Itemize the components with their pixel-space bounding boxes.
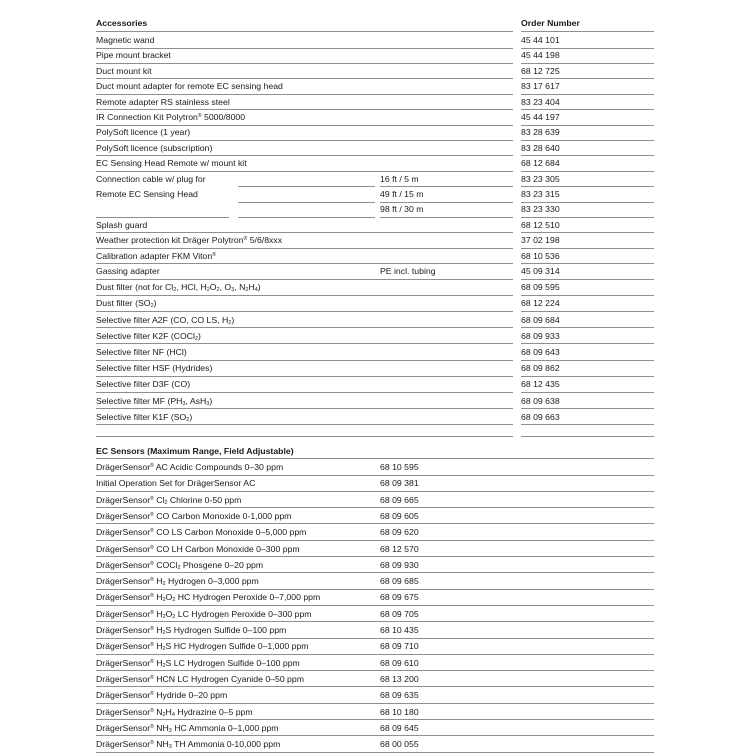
sensor-order-number: 68 09 635: [380, 690, 419, 701]
row-divider: [96, 670, 654, 671]
row-divider: [521, 94, 654, 95]
accessory-name: PolySoft licence (1 year): [96, 127, 191, 138]
accessory-order-number: 68 09 933: [521, 330, 560, 341]
row-divider: [96, 360, 513, 361]
row-divider: [380, 217, 513, 218]
accessory-order-number: 68 09 684: [521, 314, 560, 325]
sensor-name: DrägerSensor® $H_2O_2$ LC Hydrogen Peroxide 0–300 ppm: [96, 608, 312, 620]
accessory-name: Selective filter NF (HCl): [96, 347, 187, 357]
accessory-detail: 98 ft / 30 m: [380, 204, 424, 215]
row-divider: [96, 408, 513, 409]
sensor-order-number: 68 12 570: [380, 543, 419, 554]
sensor-name: DrägerSensor® Hydride 0–20 ppm: [96, 690, 228, 701]
accessory-name: Remote EC Sensing Head: [96, 189, 198, 199]
row-divider: [521, 202, 654, 203]
accessory-order-number: 68 12 510: [521, 219, 560, 230]
row-divider: [380, 202, 513, 203]
accessory-order-number: 45 44 197: [521, 112, 560, 122]
row-divider: [521, 63, 654, 64]
sensor-name: DrägerSensor® $H_2O_2$ HC Hydrogen Peroxide 0–7,000 ppm: [96, 592, 321, 604]
sensor-name: Initial Operation Set for DrägerSensor AC: [96, 478, 256, 489]
row-divider: [96, 279, 513, 280]
accessory-name: Duct mount kit: [96, 65, 152, 76]
row-divider: [521, 295, 654, 296]
row-divider: [96, 572, 654, 573]
row-divider: [238, 186, 375, 187]
accessory-order-number: 68 12 435: [521, 379, 560, 390]
row-divider: [521, 263, 654, 264]
accessory-order-number: 83 23 305: [521, 173, 560, 184]
row-divider: [96, 295, 513, 296]
accessory-name: Selective filter D3F (CO): [96, 379, 191, 390]
accessory-order-number: 68 09 862: [521, 363, 560, 374]
accessory-name: Splash guard: [96, 219, 148, 230]
row-divider: [96, 719, 654, 720]
sensor-order-number: 68 09 705: [380, 608, 419, 619]
accessory-order-number: 83 17 617: [521, 81, 560, 92]
row-divider: [521, 392, 654, 393]
sensor-name: DrägerSensor® $NH_3$ HC Ammonia 0–1,000 ppm: [96, 722, 279, 734]
sensor-order-number: 68 09 381: [380, 478, 419, 489]
sensor-name: DrägerSensor® $N_2H_4$ Hydrazine 0–5 ppm: [96, 706, 253, 718]
row-divider: [96, 155, 513, 156]
row-divider: [521, 424, 654, 425]
accessory-name: Duct mount adapter for remote EC sensing head: [96, 81, 283, 92]
sensor-order-number: 68 10 180: [380, 706, 419, 717]
accessory-name: Selective filter K1F $(SO_2)$: [96, 411, 193, 423]
row-divider: [521, 186, 654, 187]
row-divider: [521, 327, 654, 328]
sensor-order-number: 68 09 685: [380, 576, 419, 587]
row-divider: [521, 360, 654, 361]
row-divider: [96, 523, 654, 524]
accessory-order-number: 83 23 315: [521, 189, 560, 199]
accessory-order-number: 45 09 314: [521, 266, 560, 276]
sensor-name: DrägerSensor® COCl$_2$ Phosgene 0–20 ppm: [96, 559, 264, 571]
accessory-name: Connection cable w/ plug for: [96, 173, 206, 184]
row-divider: [96, 752, 654, 753]
accessory-name: PolySoft licence (subscription): [96, 142, 213, 153]
row-divider: [521, 109, 654, 110]
sensor-name: DrägerSensor® $H_2S$ LC Hydrogen Sulfide 0–100 ppm: [96, 657, 300, 669]
accessory-order-number: 68 12 224: [521, 298, 560, 309]
accessory-order-number: 83 28 639: [521, 127, 560, 138]
row-divider: [96, 638, 654, 639]
row-divider: [238, 217, 375, 218]
header-divider: [96, 458, 654, 459]
accessory-order-number: 68 09 595: [521, 282, 560, 293]
row-divider: [521, 48, 654, 49]
row-divider: [521, 140, 654, 141]
accessory-name: IR Connection Kit Polytron® 5000/8000: [96, 112, 246, 122]
row-divider: [96, 109, 513, 110]
row-divider: [96, 654, 654, 655]
row-divider: [96, 540, 654, 541]
accessory-name: Calibration adapter FKM Viton®: [96, 250, 216, 261]
row-divider: [96, 491, 654, 492]
accessory-detail: 49 ft / 15 m: [380, 189, 424, 199]
accessory-order-number: 68 12 684: [521, 158, 560, 169]
row-divider: [96, 48, 513, 49]
row-divider: [96, 263, 513, 264]
row-divider: [521, 408, 654, 409]
sensor-order-number: 68 09 620: [380, 527, 419, 538]
row-divider: [521, 248, 654, 249]
sensor-order-number: 68 09 675: [380, 592, 419, 603]
row-divider: [96, 94, 513, 95]
row-divider: [96, 392, 513, 393]
accessory-name: Gassing adapter: [96, 266, 160, 276]
accessory-order-number: 45 44 198: [521, 50, 560, 61]
sensor-name: DrägerSensor® HCN LC Hydrogen Cyanide 0–50 ppm: [96, 673, 304, 684]
sensor-order-number: 68 09 710: [380, 641, 419, 652]
accessory-name: Selective filter HSF (Hydrides): [96, 363, 213, 374]
accessory-order-number: 68 12 725: [521, 65, 560, 76]
sensor-name: DrägerSensor® CO LH Carbon Monoxide 0–300 ppm: [96, 543, 300, 554]
row-divider: [96, 605, 654, 606]
header-divider: [96, 31, 513, 32]
sensor-order-number: 68 09 645: [380, 722, 419, 733]
sensor-order-number: 68 09 610: [380, 657, 419, 668]
row-divider: [521, 232, 654, 233]
row-divider: [96, 217, 229, 218]
row-divider: [380, 186, 513, 187]
accessory-order-number: 83 23 330: [521, 204, 560, 215]
sensor-order-number: 68 10 595: [380, 462, 419, 472]
row-divider: [96, 311, 513, 312]
accessory-order-number: 68 09 638: [521, 395, 560, 406]
row-divider: [96, 621, 654, 622]
row-divider: [96, 376, 513, 377]
accessory-name: Pipe mount bracket: [96, 50, 171, 61]
sensor-order-number: 68 10 435: [380, 625, 419, 635]
row-divider: [96, 556, 654, 557]
sensor-order-number: 68 09 605: [380, 510, 419, 521]
accessory-order-number: 45 44 101: [521, 35, 560, 45]
accessory-name: EC Sensing Head Remote w/ mount kit: [96, 158, 247, 169]
row-divider: [96, 424, 513, 425]
row-divider: [521, 376, 654, 377]
accessory-detail: 16 ft / 5 m: [380, 173, 419, 184]
accessory-order-number: 68 09 663: [521, 411, 560, 422]
sensor-name: DrägerSensor® $H_2S$ HC Hydrogen Sulfide 0–1,000 ppm: [96, 641, 309, 653]
row-divider: [96, 248, 513, 249]
row-divider: [521, 311, 654, 312]
row-divider: [96, 140, 513, 141]
row-divider: [521, 171, 654, 172]
row-divider: [96, 686, 654, 687]
row-divider: [96, 63, 513, 64]
row-divider: [521, 279, 654, 280]
sensor-name: DrägerSensor® CO Carbon Monoxide 0-1,000 ppm: [96, 510, 292, 521]
accessory-name: Weather protection kit Dräger Polytron® 5/6/8xxx: [96, 235, 283, 246]
sensor-order-number: 68 09 930: [380, 559, 419, 570]
row-divider: [521, 155, 654, 156]
row-divider: [96, 78, 513, 79]
accessory-name: Selective filter MF ($PH_3$, AsH$_3$): [96, 395, 213, 407]
accessory-name: Dust filter $(SO_2)$: [96, 298, 157, 310]
row-divider: [238, 202, 375, 203]
accessory-order-number: 68 10 536: [521, 250, 560, 261]
row-divider: [96, 125, 513, 126]
accessory-order-number: 37 02 198: [521, 235, 560, 246]
table-end-divider: [521, 436, 654, 437]
accessory-order-number: 83 28 640: [521, 142, 560, 153]
row-divider: [96, 735, 654, 736]
row-divider: [521, 217, 654, 218]
row-divider: [96, 507, 654, 508]
row-divider: [96, 171, 513, 172]
row-divider: [96, 703, 654, 704]
row-divider: [96, 232, 513, 233]
accessory-name: Selective filter A2F (CO, CO LS, $H_2$): [96, 314, 235, 326]
accessory-order-number: 83 23 404: [521, 96, 560, 107]
row-divider: [96, 327, 513, 328]
row-divider: [521, 125, 654, 126]
sensor-name: DrägerSensor® AC Acidic Compounds 0–30 ppm: [96, 462, 284, 472]
accessory-name: Remote adapter RS stainless steel: [96, 96, 230, 107]
row-divider: [96, 343, 513, 344]
sensor-name: DrägerSensor® CO LS Carbon Monoxide 0–5,000 ppm: [96, 527, 307, 538]
sensor-name: DrägerSensor® $H_2S$ Hydrogen Sulfide 0–100 ppm: [96, 625, 287, 636]
sensor-order-number: 68 13 200: [380, 673, 419, 684]
accessory-order-number: 68 09 643: [521, 347, 560, 357]
accessory-name: Magnetic wand: [96, 35, 155, 45]
accessory-detail: PE incl. tubing: [380, 266, 436, 276]
header-divider: [521, 31, 654, 32]
sensor-name: DrägerSensor® $NH_3$ TH Ammonia 0-10,000 ppm: [96, 739, 281, 751]
sensor-name: DrägerSensor® $Cl_2$ Chlorine 0-50 ppm: [96, 494, 242, 506]
row-divider: [521, 78, 654, 79]
row-divider: [96, 589, 654, 590]
order-number-header: Order Number: [521, 18, 580, 28]
accessories-title: Accessories: [96, 18, 148, 28]
sensor-order-number: 68 00 055: [380, 739, 419, 750]
accessory-name: Selective filter K2F (COCl$_2$): [96, 330, 201, 342]
accessory-name: Dust filter (not for $Cl_2$, HCl, $H_2O_2$, $O_3$, $N_2H_4$): [96, 282, 261, 294]
sensor-order-number: 68 09 665: [380, 494, 419, 505]
ec-sensors-title: EC Sensors (Maximum Range, Field Adjustable): [96, 446, 294, 456]
table-end-divider: [96, 436, 513, 437]
sensor-name: DrägerSensor® $H_2$ Hydrogen 0–3,000 ppm: [96, 576, 259, 588]
row-divider: [521, 343, 654, 344]
row-divider: [96, 475, 654, 476]
